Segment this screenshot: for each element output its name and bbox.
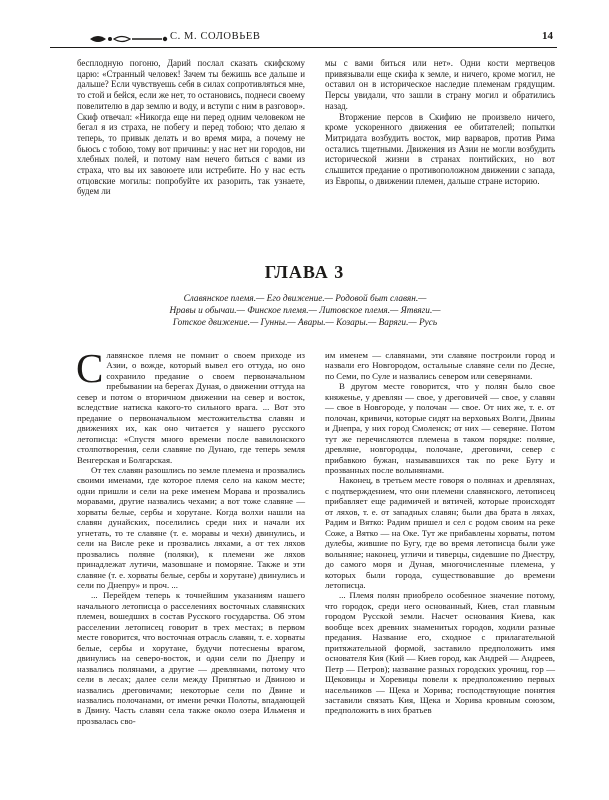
paragraph: В другом месте говорится, что у полян было свое княженье, у древлян — свое, у дреговичей — свое, у славян — свое в Новгороде, у полочан — свое. От них же, т. е. от полочан, кривичи, которые сидят на верховьях Волги, Двины и Днепра, у них город Смоленск; от них — северяне. Потом тут же перечисляются племена в таком порядке: поляне, древляне, новгородцы, полочане, дреговичи, север с прибавкою бужан, называвшихся так по реке Бугу и прозванных после волынянами. [325, 381, 555, 475]
paragraph: Вторжение персов в Скифию не произвело ничего, кроме ускоренного движения ее обитателей; попытки Митридата возбудить восток, мир варваров, против Рима остались тщетными. Движения из Азии не могли возбудить исторической жизни в странах понтийских, но вот слышится предание о противоположном движении с запада, из Европы, о движении племен, дальше стране историю. [325, 111, 555, 186]
subtitle-line: Готское движение.— Гунны.— Авары.— Козары.— Варяги.— Русь [172, 318, 438, 328]
page-number: 14 [542, 30, 553, 42]
header-author: С. М. СОЛОВЬЕВ [170, 31, 261, 42]
body-right-column [325, 350, 555, 716]
paragraph: Наконец, в третьем месте говоря о полянах и древлянах, с подтверждением, что они племени славянского, летописец прибавляет еще радимичей и вятичей, которые происходят от ляхов, т. е. от западных славян; были два брата в ляхах, Радим и Вятко: Радим пришел и сел с родом своим на реке Соже, а Вятко — на Оке. Тут же прибавлены хорваты, потом дулебы, жившие по Бугу, где во время летописца были уже волыняне; наконец, угличи и тиверцы, сидевшие по Днестру, до самого моря и Дуная, многочисленные племена, у которых были города, существовавшие до времени летописца. [325, 475, 555, 590]
chapter-subtitle [140, 293, 470, 329]
top-left-column [77, 58, 305, 197]
paragraph: им именем — славянами, эти славяне построили город и назвали его Новгородом, остальные славяне сели по Десне, по Семи, по Суле и назвались севером или северянами. [325, 350, 555, 381]
top-right-column [325, 58, 555, 186]
running-header [50, 28, 557, 50]
chapter-title: ГЛАВА 3 [264, 262, 345, 282]
paragraph: бесплодную погоню, Дарий послал сказать скифскому царю: «Странный человек! Зачем ты бежишь все дальше и дальше? Если чувствуешь себя в силах сопротивляться мне, то стой и бейся, если же нет, то остановись, поднеси своему повелителю в дар землю и воду, и вступи с ним в разговор». Скиф отвечал: «Никогда еще ни перед одним человеком не бегал я из страха, не побегу и перед тобою; что делаю я теперь, то привык делать и во время мира, а почему не бьюсь с тобою, тому вот причины: у нас нет ни городов, ни хлебных полей, и потому нам нечего биться с вами из страха, что вы их завоюете или истребите. Но у нас есть отцовские могилы: попробуйте их разорить, так узнаете, будем ли [77, 58, 305, 197]
paragraph: ... Перейдем теперь к точнейшим указаниям нашего начального летописца о расселениях восточных славянских племен, вошедших в состав Русского государства. Об этом расселении летописец говорит в трех местах; в первом месте говорится, что восточная отрасль славян, т. е. хорваты белые, сербы и хорутане, будучи потеснены врагом, двинулись на северо-восток, и одни сели по Днепру и назвались полянами, а другие — древлянами, потому что сели в лесах; далее сели между Припятью и Двиною и назвались дреговичами; некоторые сели по Двине и назвались полочанами, от имени речки Полоты, впадающей в Двину. Часть славян села также около озера Ильменя и прозвалась сво- [77, 590, 305, 726]
paragraph: мы с вами биться или нет». Одни кости мертвецов привязывали еще скифа к земле, и ничего, кроме могил, не оставил он в историческое наследие племенам грядущим. Персы увидали, что зашли в страну могил и обратились назад. [325, 58, 555, 111]
paragraph-text: лавянское племя не помнит о своем приходе из Азии, о вожде, который вывел его оттуда, но оно сохранило предание о своем первоначальном пребывании на берегах Дуная, о движении оттуда на север и потом о вторичном движении на север и восток, вследствие натиска какого-то сильного врага. ... Вот это предание о первоначальном местожительства славян и движениях их, как оно читается у нашего русского летописца: «Спустя много времени после вавилонского столпотворения, сели славяне по Дунаю, где теперь земля Венгерская и Болгарская. [77, 350, 305, 465]
top-text-section [77, 58, 555, 258]
subtitle-line: Нравы и обычаи.— Финское племя.— Литовское племя.— Ятвяги.— [169, 306, 441, 316]
paragraph [76, 345, 305, 465]
paragraph: ... Племя полян приобрело особенное значение потому, что городок, среди него основанный, Киев, стал главным городом Русской земли. Насчет основания Киева, как вообще всех древних знаменитых городов, ходили разные предания. Название его, сходное с прилагательной притяжательной формой, заставило предположить имя основателя Кия (Кий — Киев город, как Андрей — Андреев, Петр — Петров); название разных городских урочищ, гор — Щековицы и Хоревицы повели к предположению первых насельников — Щека и Хорива; господствующие понятия заставили связать Кия, Щека и Хорива кровным союзом, предположить в них братьев [325, 590, 555, 716]
chapter-body [76, 345, 555, 790]
paragraph: От тех славян разошлись по земле племена и прозвались своими именами, где которое племя село на каком месте; одни пришли и сели на реке именем Морава и прозвались моравами, другие назвались чехами; а вот тоже славяне — хорваты белые, сербы и хорутане. Когда волхи нашли на славян дунайских, поселились среди них и начали их угнетать, то те славяне (т. е. моравы и чехи) двинулись, и сели на Висле реке и прозвались ляхами, а от тех ляхов прозвались поляне (поляки), к племени же ляхов принадлежат лутичи, мазовшане и поморяне. Также и эти славяне (т. е. хорваты белые, сербы и хорутане) двинулись и сели по Днепру» и проч. ... [77, 464, 305, 590]
header-rule [50, 47, 557, 48]
body-left-column [76, 345, 305, 726]
subtitle-line: Славянское племя.— Его движение.— Родовой быт славян.— [183, 294, 427, 304]
drop-cap: С [76, 345, 104, 391]
